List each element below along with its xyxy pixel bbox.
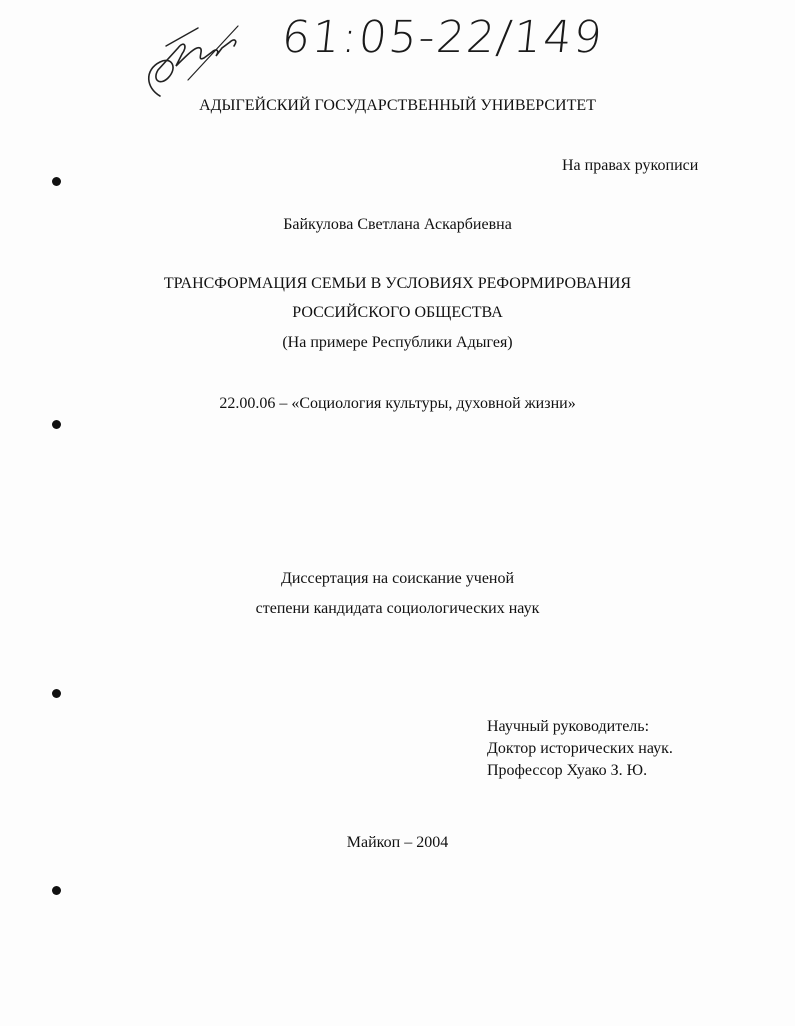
- margin-dot: [52, 689, 61, 698]
- city-year: Майкоп – 2004: [346, 834, 449, 851]
- dissertation-line-2: степени кандидата социологических наук: [255, 600, 540, 617]
- university-name: АДЫГЕЙСКИЙ ГОСУДАРСТВЕННЫЙ УНИВЕРСИТЕТ: [199, 97, 596, 114]
- margin-dot: [52, 886, 61, 895]
- margin-dot: [52, 420, 61, 429]
- advisor-name: Профессор Хуако З. Ю.: [487, 762, 648, 779]
- margin-dot: [52, 177, 61, 186]
- advisor-block: [487, 716, 673, 782]
- archive-number: [279, 12, 606, 63]
- specialty-code: 22.00.06 – «Социология культуры, духовной жизни»: [219, 395, 576, 412]
- advisor-label: Научный руководитель:: [487, 718, 650, 735]
- advisor-degree: Доктор исторических наук.: [487, 740, 673, 757]
- subtitle: (На примере Республики Адыгея): [282, 334, 513, 351]
- author-name: Байкулова Светлана Аскарбиевна: [283, 216, 512, 233]
- manuscript-note: На правах рукописи: [562, 157, 699, 174]
- title-line-2: РОССИЙСКОГО ОБЩЕСТВА: [292, 304, 503, 321]
- archive-number-text: 61:05-22/149: [279, 12, 607, 63]
- handwritten-signature: [138, 18, 248, 108]
- dissertation-line-1: Диссертация на соискание ученой: [280, 570, 515, 587]
- title-line-1: ТРАНСФОРМАЦИЯ СЕМЬИ В УСЛОВИЯХ РЕФОРМИРОВАНИЯ: [163, 275, 632, 292]
